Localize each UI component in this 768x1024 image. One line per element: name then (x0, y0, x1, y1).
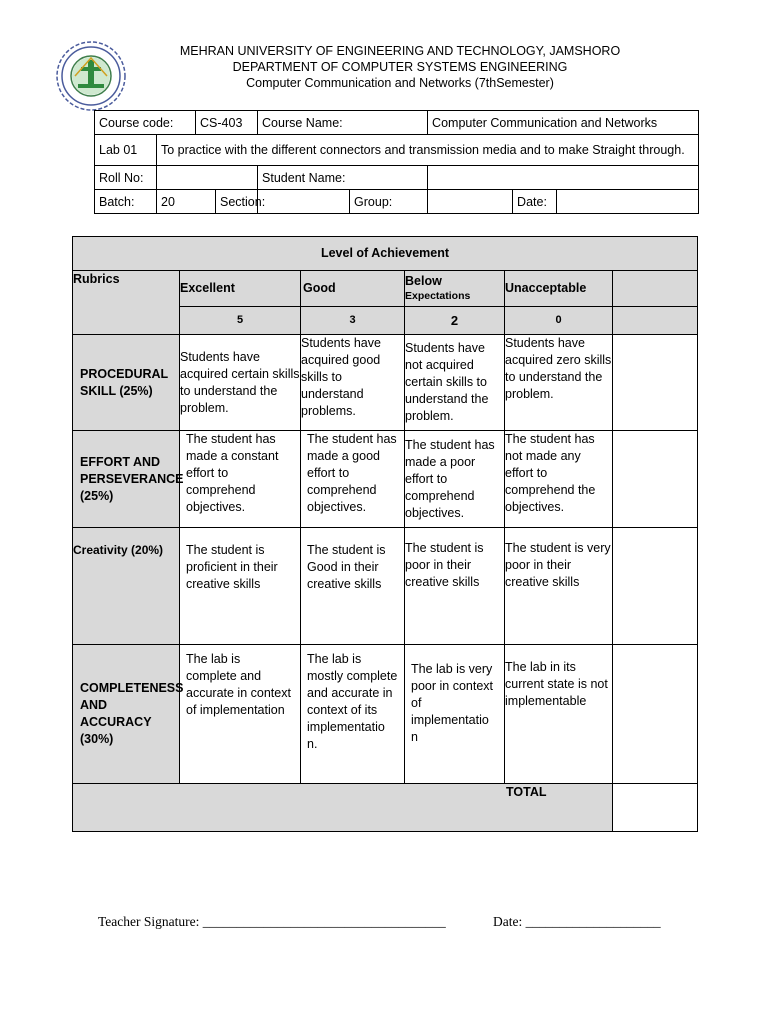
section-field[interactable] (258, 190, 350, 214)
roll-no-label: Roll No: (95, 166, 157, 190)
level-good: Good (301, 271, 405, 307)
extra-score-cell (613, 307, 698, 335)
course-code-value: CS-403 (196, 111, 258, 135)
date-label: Date: (513, 190, 557, 214)
level-excellent: Excellent (180, 271, 301, 307)
teacher-signature-line[interactable]: ____________________________________ (202, 914, 446, 929)
score-excellent: 5 (180, 307, 301, 335)
completeness-excellent: The lab is complete and accurate in context of implementation (180, 645, 301, 784)
procedural-below: Students have not acquired certain skills to understand the problem. (405, 335, 505, 431)
level-below-expectations (405, 271, 505, 307)
creativity-below: The student is poor in their creative skills (405, 528, 505, 645)
course-code-label: Course code: (95, 111, 196, 135)
procedural-good: Students have acquired good skills to understand problems. (301, 335, 405, 431)
lab-number: Lab 01 (95, 135, 157, 166)
procedural-excellent: Students have acquired certain skills to understand the problem. (180, 335, 301, 431)
rubric-table (72, 236, 698, 832)
extra-header-cell (613, 271, 698, 307)
procedural-unacceptable: Students have acquired zero skills to understand the problem. (505, 335, 613, 431)
course-line: Computer Communication and Networks (7thSemester) (246, 76, 554, 90)
rubrics-header: Rubrics (73, 271, 180, 335)
university-name: MEHRAN UNIVERSITY OF ENGINEERING AND TECHNOLOGY, JAMSHORO (179, 44, 621, 58)
student-name-field[interactable] (428, 166, 699, 190)
rubric-creativity: Creativity (20%) (73, 528, 180, 645)
group-label: Group: (350, 190, 428, 214)
signature-date (493, 914, 661, 930)
teacher-signature (98, 914, 446, 930)
lab-objective: To practice with the different connectors and transmission media and to make Straight through. (157, 135, 699, 166)
rubric-completeness-accuracy: COMPLETENESS AND ACCURACY (30%) (73, 645, 180, 784)
effort-unacceptable: The student has not made any effort to comprehend the objectives. (505, 431, 613, 528)
score-below-expectations: 2 (405, 307, 505, 335)
course-name-value: Computer Communication and Networks (428, 111, 699, 135)
effort-score-cell[interactable] (613, 431, 698, 528)
date-field[interactable] (557, 190, 699, 214)
student-name-label: Student Name: (258, 166, 428, 190)
department-name: DEPARTMENT OF COMPUTER SYSTEMS ENGINEERING (232, 60, 568, 74)
total-score-cell[interactable] (613, 784, 698, 832)
completeness-score-cell[interactable] (613, 645, 698, 784)
level-expectations-label: Expectations (405, 289, 471, 302)
university-logo (50, 40, 132, 112)
creativity-score-cell[interactable] (613, 528, 698, 645)
score-unacceptable: 0 (505, 307, 613, 335)
course-info-table (94, 110, 699, 214)
batch-value: 20 (157, 190, 216, 214)
signature-date-line[interactable]: ____________________ (525, 914, 661, 929)
signature-date-label: Date: (493, 914, 523, 929)
effort-excellent: The student has made a constant effort to comprehend objectives. (180, 431, 301, 528)
section-label: Section: (216, 190, 258, 214)
creativity-excellent: The student is proficient in their creative skills (180, 528, 301, 645)
level-unacceptable: Unacceptable (505, 271, 613, 307)
course-name-label: Course Name: (258, 111, 428, 135)
teacher-signature-label: Teacher Signature: (98, 914, 200, 929)
group-field[interactable] (428, 190, 513, 214)
rubric-procedural-skill: PROCEDURAL SKILL (25%) (73, 335, 180, 431)
total-row (73, 784, 613, 832)
total-label: TOTAL (506, 785, 547, 799)
completeness-good: The lab is mostly complete and accurate in context of its implementatio n. (301, 645, 405, 784)
batch-label: Batch: (95, 190, 157, 214)
creativity-good: The student is Good in their creative skills (301, 528, 405, 645)
completeness-unacceptable: The lab in its current state is not implementable (505, 645, 613, 784)
score-good: 3 (301, 307, 405, 335)
level-below-label: Below (405, 273, 442, 288)
effort-below: The student has made a poor effort to comprehend objectives. (405, 431, 505, 528)
rubric-effort-perseverance: EFFORT AND PERSEVERANCE (25%) (73, 431, 180, 528)
procedural-score-cell[interactable] (613, 335, 698, 431)
effort-good: The student has made a good effort to comprehend objectives. (301, 431, 405, 528)
roll-no-field[interactable] (157, 166, 258, 190)
completeness-below: The lab is very poor in context of implementatio n (405, 645, 505, 784)
level-of-achievement-title: Level of Achievement (73, 237, 698, 271)
creativity-unacceptable: The student is very poor in their creative skills (505, 528, 613, 645)
